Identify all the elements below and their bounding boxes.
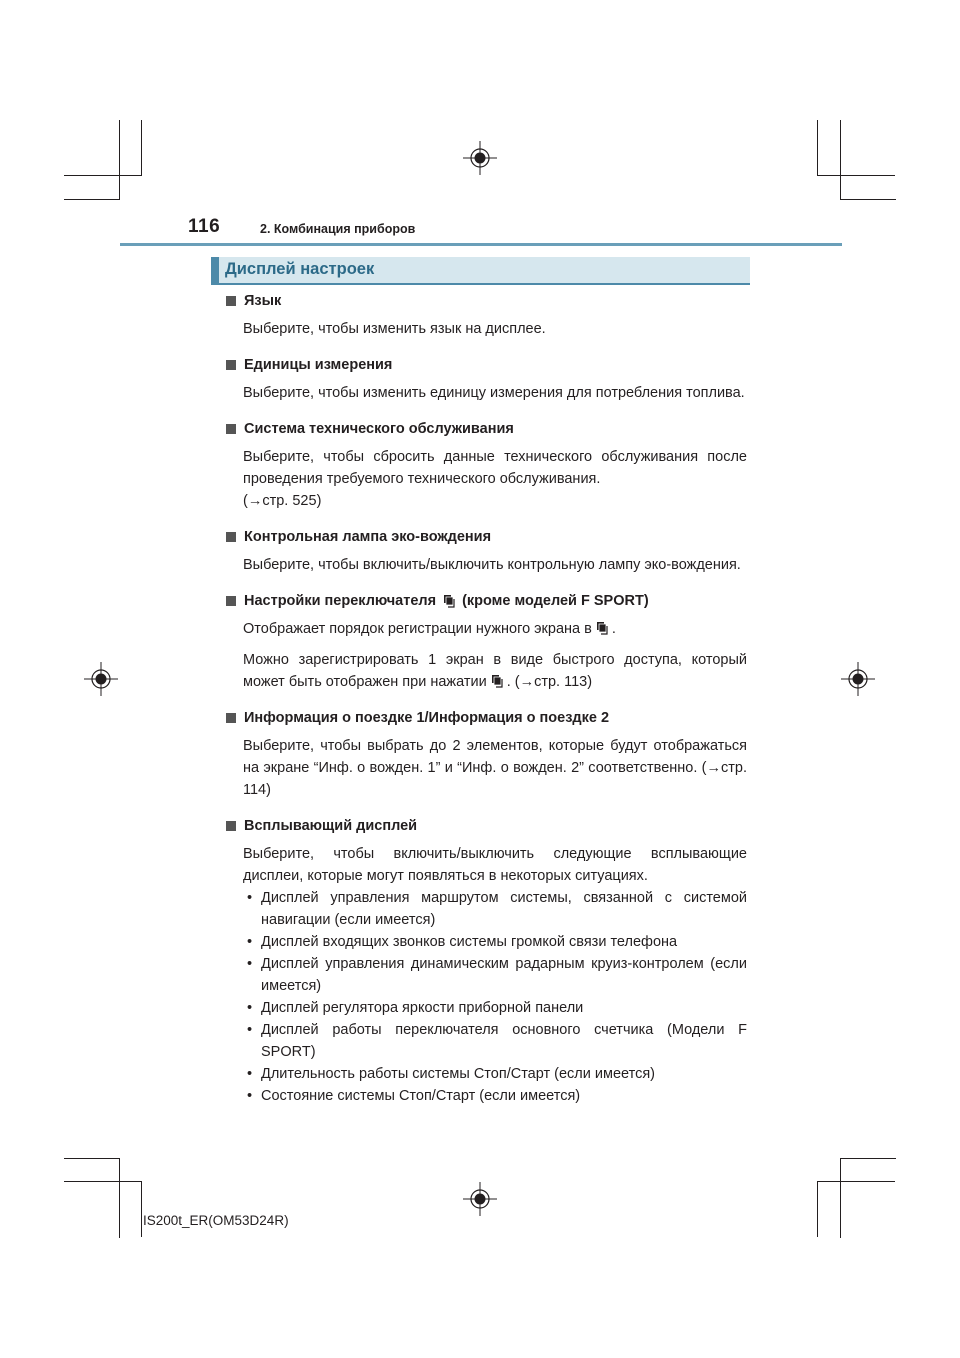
crop-mark-tr-v2 [840,120,841,200]
item-title: Система технического обслуживания [244,421,514,437]
item-title: Единицы измерения [244,357,393,373]
list-item: • Дисплей регулятора яркости приборной панели [243,997,747,1019]
registration-mark-bottom-icon [463,1182,497,1216]
crop-mark-bl-v [119,1158,120,1238]
item-description: Выберите, чтобы сбросить данные технического обслуживания после проведения требуемого технического обслуживания. [243,449,747,487]
item-title-part-2: (кроме моделей F SPORT) [462,593,649,609]
bullet-icon: • [247,890,253,906]
crop-mark-br-h [840,1158,896,1159]
square-bullet-icon [226,360,236,370]
section-heading-bar [211,257,219,283]
registration-mark-left-icon [84,662,118,696]
item-title-part-1: Настройки переключателя [244,593,437,609]
arrow-icon: → [519,674,535,690]
bullet-icon: • [247,1066,253,1082]
crop-mark-br-v2 [817,1181,818,1237]
item-description-2: Можно зарегистрировать 1 экран в виде быстрого доступа, который может быть отображен при нажатии . (→стр. 113) [243,652,747,690]
arrow-icon: → [247,493,263,509]
square-bullet-icon [226,821,236,831]
square-bullet-icon [226,596,236,606]
bullet-icon: • [247,1088,253,1104]
square-bullet-icon [226,424,236,434]
crop-mark-bl-v2 [141,1181,142,1237]
document-code: IS200t_ER(OM53D24R) [143,1213,289,1228]
section-title: Дисплей настроек [225,260,375,278]
list-item: • Дисплей управления динамическим радарным круиз-контролем (если имеется) [243,953,747,997]
display-switch-icon [595,620,609,636]
crop-mark-tl-h [64,175,142,176]
item-title: Контрольная лампа эко-вождения [244,529,492,545]
page-reference[interactable]: (→стр. 525) [243,493,322,509]
crop-mark-tr-h2 [840,199,896,200]
bullet-icon: • [247,956,253,972]
item-title: Всплывающий дисплей [244,818,418,834]
list-item: • Дисплей управления маршрутом системы, связанной с системой навигации (если имеется) [243,887,747,931]
item-units [225,354,747,404]
section-underline [211,283,750,285]
content [225,290,747,1107]
item-popup-display [225,815,747,1107]
crop-mark-tl-h2 [64,199,120,200]
bullet-icon: • [247,934,253,950]
crop-mark-bl-h2 [64,1181,142,1182]
item-maintenance [225,418,747,512]
item-title: Информация о поездке 1/Информация о поездке 2 [244,710,610,726]
item-eco-lamp [225,526,747,576]
page-reference[interactable]: →стр. 114) [243,760,747,798]
list-item: • Дисплей входящих звонков системы громкой связи телефона [243,931,747,953]
list-item: • Дисплей работы переключателя основного счетчика (Модели F SPORT) [243,1019,747,1063]
item-description: Выберите, чтобы изменить единицу измерения для потребления топлива. [243,385,745,401]
item-description: Выберите, чтобы изменить язык на дисплее. [243,321,546,337]
item-title: Язык [244,293,282,309]
item-trip-info [225,707,747,801]
popup-list [243,887,747,1107]
crop-mark-tl-v2 [141,120,142,176]
square-bullet-icon [226,713,236,723]
square-bullet-icon [226,532,236,542]
item-description: Выберите, чтобы включить/выключить следующие всплывающие дисплеи, которые могут появляться в некоторых ситуациях. [243,846,747,884]
chapter-title: 2. Комбинация приборов [260,222,416,236]
item-language [225,290,747,340]
crop-mark-bl-h [64,1158,120,1159]
item-switch-settings [225,590,747,693]
arrow-icon: → [706,760,722,776]
item-description: Выберите, чтобы выбрать до 2 элементов, которые будут отображаться на экране “Инф. о вожден. 1” и “Инф. о вожден. 2” соответственно. (→стр. 114) [243,738,747,798]
section-heading [211,257,750,283]
bullet-icon: • [247,1000,253,1016]
crop-mark-br-h2 [817,1181,895,1182]
header-rule [120,243,842,246]
display-switch-icon [490,673,504,689]
display-switch-icon [442,593,456,609]
page-reference[interactable]: →стр. 113) [519,674,593,690]
page-number: 116 [188,216,221,237]
crop-mark-tl-v [119,120,120,200]
square-bullet-icon [226,296,236,306]
item-description: Отображает порядок регистрации нужного экрана в . [243,621,616,637]
registration-mark-right-icon [841,662,875,696]
bullet-icon: • [247,1022,253,1038]
list-item: • Длительность работы системы Стоп/Старт (если имеется) [243,1063,747,1085]
registration-mark-top-icon [463,141,497,175]
crop-mark-tr-v [817,120,818,176]
crop-mark-tr-h [817,175,895,176]
crop-mark-br-v [840,1158,841,1238]
list-item: • Состояние системы Стоп/Старт (если имеется) [243,1085,747,1107]
item-description: Выберите, чтобы включить/выключить контрольную лампу эко-вождения. [243,557,741,573]
